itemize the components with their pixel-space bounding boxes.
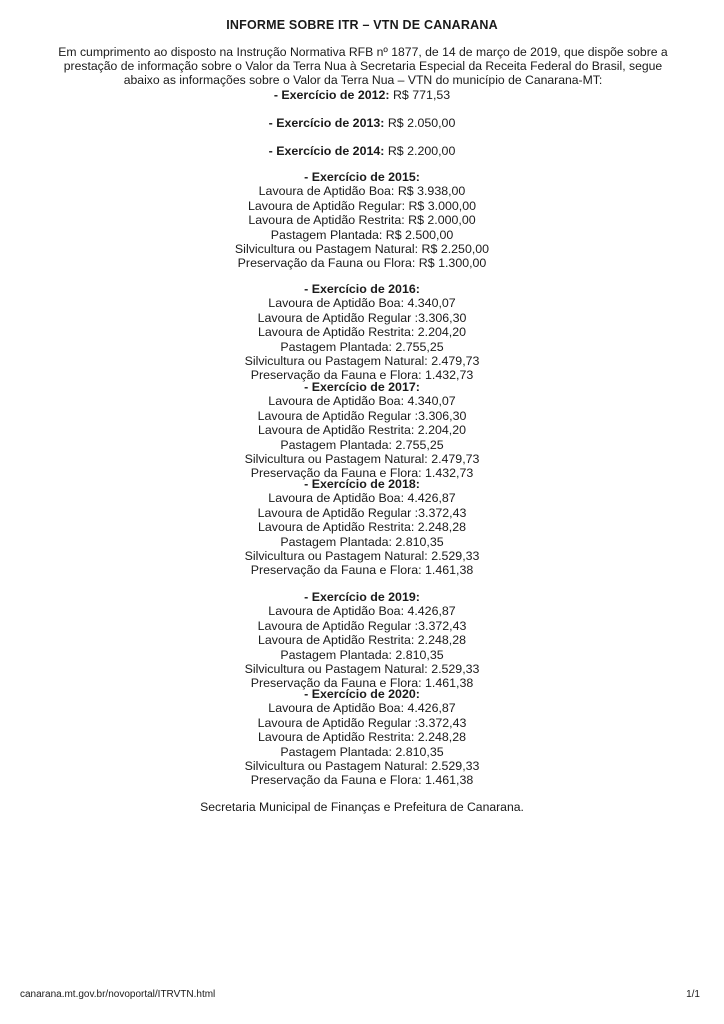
list-item: Pastagem Plantada: 2.810,35	[280, 647, 444, 662]
exercicio-2012	[0, 88, 724, 102]
list-item: Lavoura de Aptidão Restrita: 2.204,20	[257, 423, 467, 438]
list-item: Pastagem Plantada: 2.755,25	[280, 339, 444, 354]
exercicio-2017	[0, 380, 724, 481]
exercicio-2014	[0, 144, 724, 158]
closing-signature: Secretaria Municipal de Finanças e Prefeitura de Canarana.	[200, 800, 524, 814]
list-item: Silvicultura ou Pastagem Natural: 2.529,33	[244, 549, 480, 564]
list-item: Silvicultura ou Pastagem Natural: 2.479,73	[244, 354, 480, 369]
list-item: Pastagem Plantada: 2.755,25	[280, 437, 444, 452]
exercicio-2017-label: - Exercício de 2017:	[304, 380, 420, 394]
list-item: Silvicultura ou Pastagem Natural: R$ 2.250,00	[234, 242, 490, 257]
list-item: Lavoura de Aptidão Boa: R$ 3.938,00	[258, 184, 466, 199]
list-item: Preservação da Fauna e Flora: 1.461,38	[250, 563, 474, 578]
list-item: Lavoura de Aptidão Boa: 4.340,07	[268, 394, 456, 409]
list-item: Silvicultura ou Pastagem Natural: 2.529,33	[244, 759, 480, 774]
list-item: Lavoura de Aptidão Regular :3.306,30	[257, 310, 467, 325]
list-item: Lavoura de Aptidão Boa: 4.340,07	[268, 296, 456, 311]
list-item: Lavoura de Aptidão Restrita: 2.204,20	[257, 325, 467, 340]
list-item: Lavoura de Aptidão Regular :3.306,30	[257, 408, 467, 423]
list-item: Lavoura de Aptidão Regular: R$ 3.000,00	[247, 198, 477, 213]
intro-paragraph: Em cumprimento ao disposto na Instrução Normativa RFB nº 1877, de 14 de março de 2019, que dispõe sobre a prestação de informação sobre o Valor da Terra Nua à Secretaria Especial da Receita Federal do Brasil, segue abaixo as informações sobre o Valor da Terra Nua – VTN do município de Canarana-MT:	[58, 45, 668, 88]
list-item: Lavoura de Aptidão Regular :3.372,43	[257, 715, 467, 730]
list-item: Lavoura de Aptidão Restrita: 2.248,28	[257, 633, 467, 648]
exercicio-2012-value: R$ 771,53	[392, 88, 451, 102]
document-title: INFORME SOBRE ITR – VTN DE CANARANA	[226, 18, 498, 32]
exercicio-2013-label: - Exercício de 2013:	[268, 116, 385, 130]
exercicio-2018-label: - Exercício de 2018:	[304, 477, 420, 491]
exercicio-2012-label: - Exercício de 2012:	[273, 88, 390, 102]
list-item: Lavoura de Aptidão Restrita: R$ 2.000,00	[248, 213, 476, 228]
list-item: Pastagem Plantada: R$ 2.500,00	[270, 227, 454, 242]
exercicio-2016-label: - Exercício de 2016:	[304, 282, 420, 296]
exercicio-2015-label: - Exercício de 2015:	[304, 170, 420, 184]
list-item: Lavoura de Aptidão Boa: 4.426,87	[268, 701, 456, 716]
exercicio-2014-label: - Exercício de 2014:	[268, 144, 385, 158]
page-url: canarana.mt.gov.br/novoportal/ITRVTN.html	[20, 989, 216, 1000]
list-item: Lavoura de Aptidão Regular :3.372,43	[257, 505, 467, 520]
list-item: Silvicultura ou Pastagem Natural: 2.529,33	[244, 662, 480, 677]
list-item: Pastagem Plantada: 2.810,35	[280, 534, 444, 549]
list-item: Lavoura de Aptidão Restrita: 2.248,28	[257, 730, 467, 745]
page-number: 1/1	[686, 989, 700, 1000]
list-item: Silvicultura ou Pastagem Natural: 2.479,73	[244, 452, 480, 467]
exercicio-2019	[0, 590, 724, 691]
list-item: Preservação da Fauna e Flora: 1.432,73	[250, 368, 474, 383]
list-item: Lavoura de Aptidão Restrita: 2.248,28	[257, 520, 467, 535]
list-item: Preservação da Fauna e Flora: 1.461,38	[250, 773, 474, 788]
exercicio-2014-value: R$ 2.200,00	[387, 144, 456, 158]
list-item: Lavoura de Aptidão Boa: 4.426,87	[268, 604, 456, 619]
list-item: Lavoura de Aptidão Boa: 4.426,87	[268, 491, 456, 506]
exercicio-2016	[0, 282, 724, 383]
exercicio-2013	[0, 116, 724, 130]
exercicio-2020-label: - Exercício de 2020:	[304, 687, 420, 701]
list-item: Preservação da Fauna e Flora: 1.461,38	[250, 676, 474, 691]
list-item: Pastagem Plantada: 2.810,35	[280, 744, 444, 759]
exercicio-2019-label: - Exercício de 2019:	[304, 590, 420, 604]
exercicio-2015	[0, 170, 724, 271]
exercicio-2020	[0, 687, 724, 788]
list-item: Preservação da Fauna ou Flora: R$ 1.300,00	[237, 256, 487, 271]
exercicio-2013-value: R$ 2.050,00	[387, 116, 456, 130]
exercicio-2018	[0, 477, 724, 578]
list-item: Preservação da Fauna e Flora: 1.432,73	[250, 466, 474, 481]
list-item: Lavoura de Aptidão Regular :3.372,43	[257, 618, 467, 633]
